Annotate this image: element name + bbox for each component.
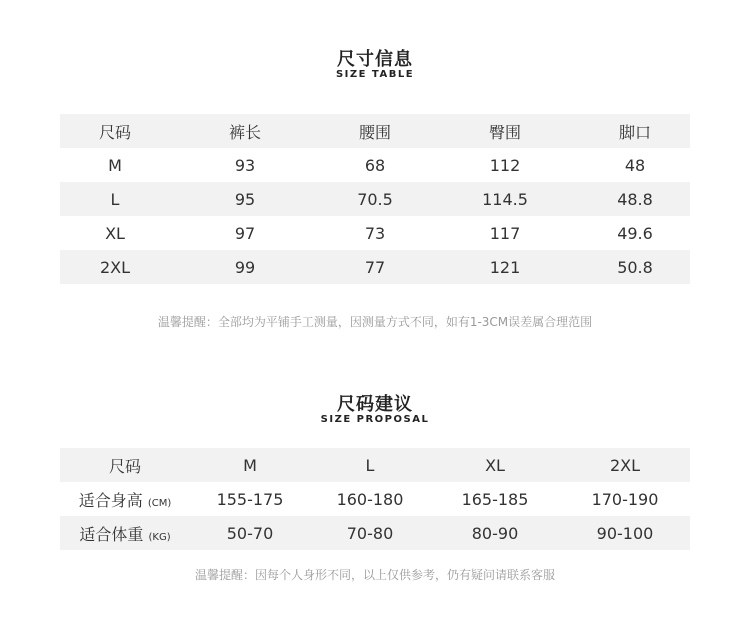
table-cell: 112: [489, 155, 521, 175]
table-cell: 99: [170, 250, 320, 284]
table-cell: 165-185: [461, 489, 529, 509]
table-cell: 50.8: [580, 250, 690, 284]
table-cell: 2XL: [60, 250, 170, 284]
row-label-height: [60, 482, 190, 516]
header-hip: 臀围: [430, 114, 580, 148]
table-row: [60, 216, 690, 250]
table-cell: 48.8: [580, 182, 690, 216]
size-proposal-subtitle: SIZE PROPOSAL: [320, 414, 430, 425]
row-label-text: 适合身高: [78, 490, 143, 510]
size-proposal-title: 尺码建议: [337, 394, 413, 415]
table-row: [60, 148, 690, 182]
table-cell: 93: [234, 155, 256, 175]
header-size-m: M: [190, 448, 310, 482]
table-cell: 160-180: [336, 489, 404, 509]
header-size-xl: XL: [430, 448, 560, 482]
table-cell: 50-70: [190, 516, 310, 550]
size-table-subtitle: SIZE TABLE: [335, 69, 415, 80]
header-pants-length: 裤长: [170, 114, 320, 148]
table-cell: 70.5: [320, 182, 430, 216]
row-label-unit: (KG): [148, 531, 171, 543]
table-cell: 80-90: [430, 516, 560, 550]
table-row: [60, 482, 690, 516]
table-cell: 95: [170, 182, 320, 216]
table-cell: 97: [234, 223, 256, 243]
table-cell: 77: [320, 250, 430, 284]
table-row: [60, 182, 690, 216]
size-table: [60, 114, 690, 284]
size-proposal-note: 温馨提醒：因每个人身形不同，以上仅供参考，仍有疑问请联系客服: [194, 568, 555, 582]
table-cell: 73: [364, 223, 386, 243]
header-size: 尺码: [60, 448, 190, 482]
size-proposal-table: [60, 448, 690, 550]
table-cell: L: [60, 182, 170, 216]
size-proposal-header-row: [60, 448, 690, 482]
row-label-unit: (CM): [147, 497, 172, 509]
table-row: [60, 250, 690, 284]
table-cell: 68: [364, 155, 386, 175]
table-cell: 170-190: [591, 489, 659, 509]
table-cell: 90-100: [560, 516, 690, 550]
table-cell: 121: [430, 250, 580, 284]
size-table-note: 温馨提醒：全部均为平铺手工测量，因测量方式不同，如有1-3CM误差属合理范围: [157, 315, 593, 329]
table-cell: 155-175: [216, 489, 284, 509]
table-row: [60, 516, 690, 550]
table-cell: 48: [624, 155, 646, 175]
size-table-title: 尺寸信息: [337, 49, 413, 70]
table-cell: M: [108, 155, 122, 175]
header-size-l: L: [310, 448, 430, 482]
table-cell: 49.6: [617, 223, 653, 243]
size-table-header-row: [60, 114, 690, 148]
table-cell: 114.5: [430, 182, 580, 216]
table-cell: 70-80: [310, 516, 430, 550]
table-cell: XL: [105, 223, 125, 243]
header-hem: 脚口: [580, 114, 690, 148]
header-size: 尺码: [60, 114, 170, 148]
header-size-2xl: 2XL: [560, 448, 690, 482]
row-label-weight: [60, 516, 190, 550]
row-label-text: 适合体重: [79, 524, 144, 544]
table-cell: 117: [489, 223, 521, 243]
header-waist: 腰围: [320, 114, 430, 148]
